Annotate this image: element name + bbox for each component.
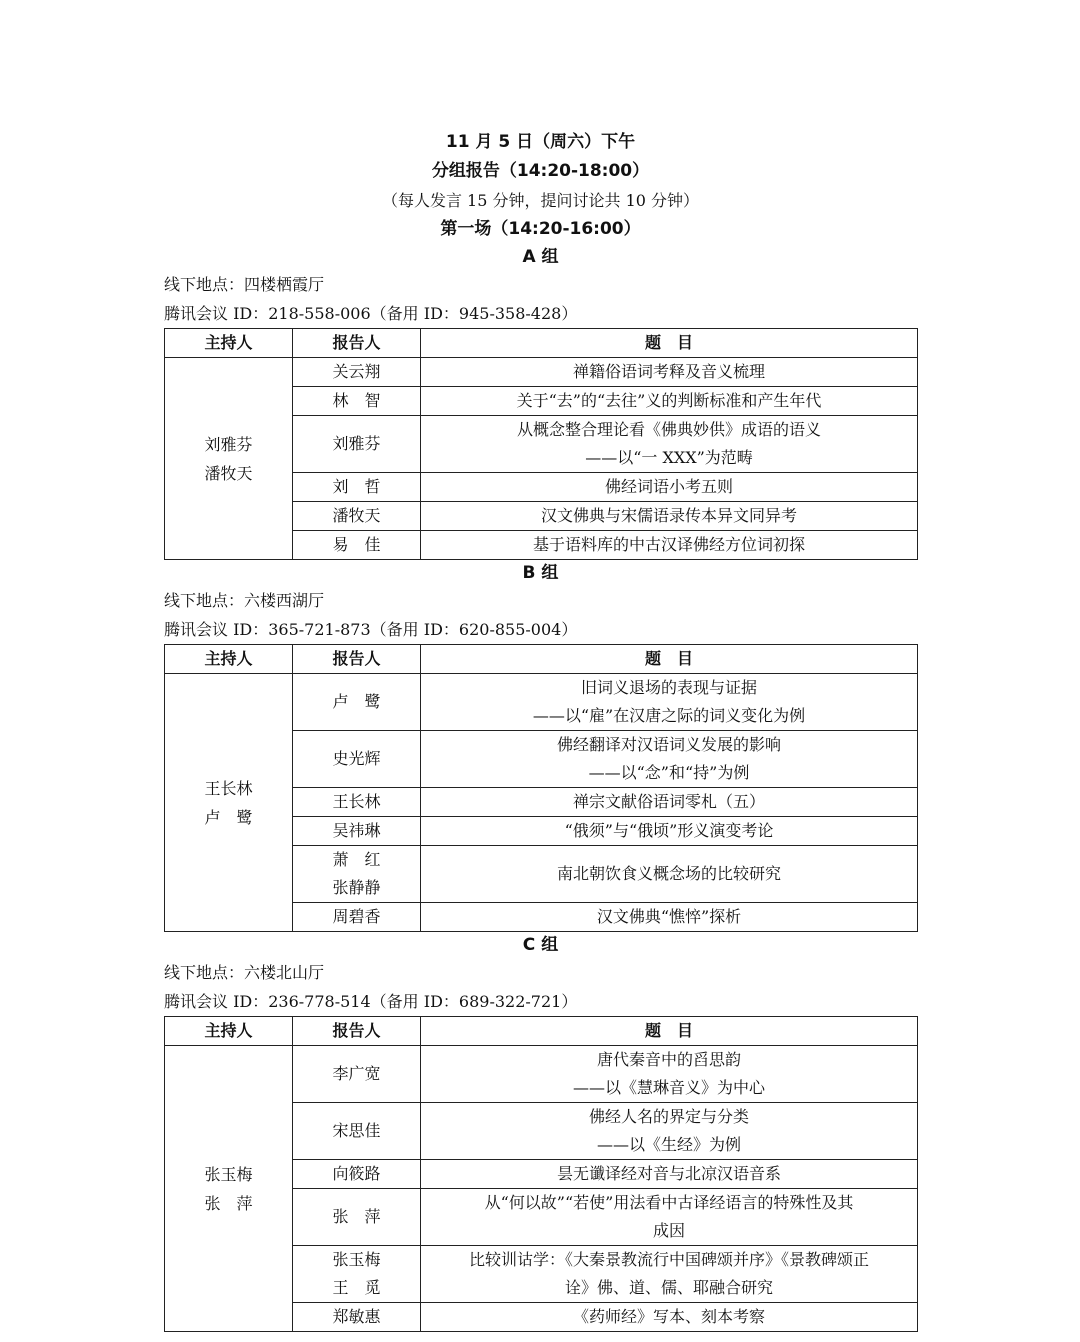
meeting-id-line: 腾讯会议 ID：218-558-006（备用 ID：945-358-428） bbox=[164, 304, 578, 323]
host-name: 卢 鹭 bbox=[204, 807, 253, 827]
speaker-name: 向筱路 bbox=[332, 1164, 381, 1183]
program-session: 分组报告（14:20-18:00） bbox=[431, 161, 650, 181]
talk-title: 关于“去”的“去往”义的判断标准和产生年代 bbox=[516, 391, 822, 410]
speaker-cell bbox=[293, 731, 421, 788]
talk-title: ——以《生经》为例 bbox=[596, 1135, 741, 1154]
schedule-table bbox=[164, 1016, 918, 1332]
speaker-name: 刘 哲 bbox=[332, 477, 381, 496]
talk-title-cell bbox=[421, 903, 918, 932]
host-name: 刘雅芬 bbox=[204, 434, 253, 454]
speaker-name: 易 佳 bbox=[332, 535, 381, 554]
talk-title-cell bbox=[421, 387, 918, 416]
talk-title: ——以“一 XXX”为范畴 bbox=[585, 448, 753, 467]
program-round: 第一场（14:20-16:00） bbox=[440, 219, 641, 239]
talk-title-cell bbox=[421, 416, 918, 473]
speaker-cell bbox=[293, 817, 421, 846]
speaker-name: 吴祎琳 bbox=[332, 821, 381, 840]
speaker-name: 李广宽 bbox=[332, 1064, 381, 1083]
speaker-cell bbox=[293, 531, 421, 560]
speaker-name: 王长林 bbox=[332, 792, 381, 811]
host-name: 张玉梅 bbox=[204, 1164, 253, 1184]
group-title: B 组 bbox=[522, 563, 559, 583]
speaker-name: 张 萍 bbox=[332, 1207, 381, 1226]
program-page bbox=[164, 128, 917, 1332]
speaker-cell bbox=[293, 1160, 421, 1189]
host-header: 主持人 bbox=[165, 1017, 293, 1046]
host-cell bbox=[165, 1046, 293, 1332]
table-row bbox=[165, 358, 918, 387]
talk-title: 佛经人名的界定与分类 bbox=[588, 1107, 749, 1126]
meeting-id-line: 腾讯会议 ID：236-778-514（备用 ID：689-322-721） bbox=[164, 992, 578, 1011]
talk-title-cell bbox=[421, 1046, 918, 1103]
speaker-cell bbox=[293, 903, 421, 932]
talk-title-cell bbox=[421, 731, 918, 788]
talk-title-cell bbox=[421, 817, 918, 846]
talk-title: 从概念整合理论看《佛典妙供》成语的语义 bbox=[516, 420, 821, 439]
talk-title: “俄须”与“俄顷”形义演变考论 bbox=[564, 821, 774, 840]
talk-title: 昙无谶译经对音与北凉汉语音系 bbox=[556, 1164, 781, 1183]
talk-title: 佛经翻译对汉语词义发展的影响 bbox=[556, 735, 781, 754]
talk-title-cell bbox=[421, 1189, 918, 1246]
speaker-cell bbox=[293, 387, 421, 416]
talk-title: 成因 bbox=[652, 1221, 685, 1240]
talk-title: 汉文佛典“憔悴”探析 bbox=[596, 907, 742, 926]
speaker-name: 林 智 bbox=[332, 391, 381, 410]
talk-title: ——以“念”和“持”为例 bbox=[588, 763, 750, 782]
title-header: 题 目 bbox=[421, 645, 918, 674]
speaker-name: 张玉梅 bbox=[332, 1250, 381, 1269]
speaker-name: 潘牧天 bbox=[332, 506, 381, 525]
talk-title: 南北朝饮食义概念场的比较研究 bbox=[556, 864, 781, 883]
speaker-header: 报告人 bbox=[293, 645, 421, 674]
talk-title: 佛经词语小考五则 bbox=[604, 477, 733, 496]
talk-title: ——以《慧琳音义》为中心 bbox=[572, 1078, 765, 1097]
talk-title-cell bbox=[421, 1103, 918, 1160]
speaker-cell bbox=[293, 473, 421, 502]
schedule-table bbox=[164, 328, 918, 560]
speaker-cell bbox=[293, 674, 421, 731]
talk-title: ——以“雇”在汉唐之际的词义变化为例 bbox=[532, 706, 806, 725]
talk-title: 比较训诂学：《大秦景教流行中国碑颂并序》《景教碑颂正 bbox=[468, 1250, 869, 1269]
speaker-name: 郑敏惠 bbox=[332, 1307, 381, 1326]
host-cell bbox=[165, 674, 293, 932]
meeting-id-line: 腾讯会议 ID：365-721-873（备用 ID：620-855-004） bbox=[164, 620, 578, 639]
groups-container bbox=[164, 244, 917, 1332]
talk-title: 旧词义退场的表现与证据 bbox=[580, 678, 757, 697]
title-header: 题 目 bbox=[421, 1017, 918, 1046]
talk-title-cell bbox=[421, 1160, 918, 1189]
talk-title: 基于语料库的中古汉译佛经方位词初探 bbox=[532, 535, 805, 554]
speaker-cell bbox=[293, 502, 421, 531]
speaker-name: 史光辉 bbox=[332, 749, 381, 768]
speaker-cell bbox=[293, 846, 421, 903]
speaker-cell bbox=[293, 1246, 421, 1303]
speaker-name: 关云翔 bbox=[332, 362, 381, 381]
host-header: 主持人 bbox=[165, 645, 293, 674]
table-row bbox=[165, 1046, 918, 1103]
speaker-name: 萧 红 bbox=[332, 850, 381, 869]
speaker-name: 宋思佳 bbox=[332, 1121, 381, 1140]
venue-line: 线下地点：六楼北山厅 bbox=[164, 963, 325, 982]
talk-title-cell bbox=[421, 531, 918, 560]
group-title: C 组 bbox=[522, 935, 559, 955]
speaker-name: 王 觅 bbox=[332, 1278, 381, 1297]
program-date: 11 月 5 日（周六）下午 bbox=[445, 132, 636, 152]
talk-title-cell bbox=[421, 358, 918, 387]
talk-title-cell bbox=[421, 846, 918, 903]
talk-title: 从“何以故”“若使”用法看中古译经语言的特殊性及其 bbox=[484, 1193, 854, 1212]
table-row bbox=[165, 674, 918, 731]
talk-title-cell bbox=[421, 1303, 918, 1332]
speaker-cell bbox=[293, 1046, 421, 1103]
host-name: 张 萍 bbox=[204, 1193, 253, 1213]
talk-title: 唐代秦音中的舀思韵 bbox=[596, 1050, 741, 1069]
speaker-cell bbox=[293, 1303, 421, 1332]
talk-title-cell bbox=[421, 674, 918, 731]
speaker-cell bbox=[293, 416, 421, 473]
talk-title: 汉文佛典与宋儒语录传本异文同异考 bbox=[540, 506, 797, 525]
talk-title-cell bbox=[421, 502, 918, 531]
host-name: 王长林 bbox=[204, 778, 253, 798]
speaker-header: 报告人 bbox=[293, 1017, 421, 1046]
talk-title: 禅宗文献俗语词零札（五） bbox=[572, 792, 765, 811]
host-cell bbox=[165, 358, 293, 560]
speaker-name: 张静静 bbox=[332, 878, 381, 897]
speaker-name: 周碧香 bbox=[332, 907, 381, 926]
talk-title: 禅籍俗语词考释及音义梳理 bbox=[572, 362, 765, 381]
title-header: 题 目 bbox=[421, 329, 918, 358]
speaker-cell bbox=[293, 1189, 421, 1246]
program-note: （每人发言 15 分钟，提问讨论共 10 分钟） bbox=[381, 191, 700, 210]
speaker-cell bbox=[293, 358, 421, 387]
talk-title-cell bbox=[421, 473, 918, 502]
speaker-name: 卢 鹭 bbox=[332, 692, 381, 711]
talk-title: 诠》佛、道、儒、耶融合研究 bbox=[564, 1278, 773, 1297]
talk-title: 《药师经》写本、刻本考察 bbox=[572, 1307, 765, 1326]
speaker-cell bbox=[293, 1103, 421, 1160]
venue-line: 线下地点：六楼西湖厅 bbox=[164, 591, 325, 610]
speaker-cell bbox=[293, 788, 421, 817]
host-header: 主持人 bbox=[165, 329, 293, 358]
group-title: A 组 bbox=[522, 247, 559, 267]
venue-line: 线下地点：四楼栖霞厅 bbox=[164, 275, 325, 294]
speaker-name: 刘雅芬 bbox=[332, 434, 381, 453]
host-name: 潘牧天 bbox=[204, 463, 253, 483]
talk-title-cell bbox=[421, 788, 918, 817]
speaker-header: 报告人 bbox=[293, 329, 421, 358]
talk-title-cell bbox=[421, 1246, 918, 1303]
schedule-table bbox=[164, 644, 918, 932]
